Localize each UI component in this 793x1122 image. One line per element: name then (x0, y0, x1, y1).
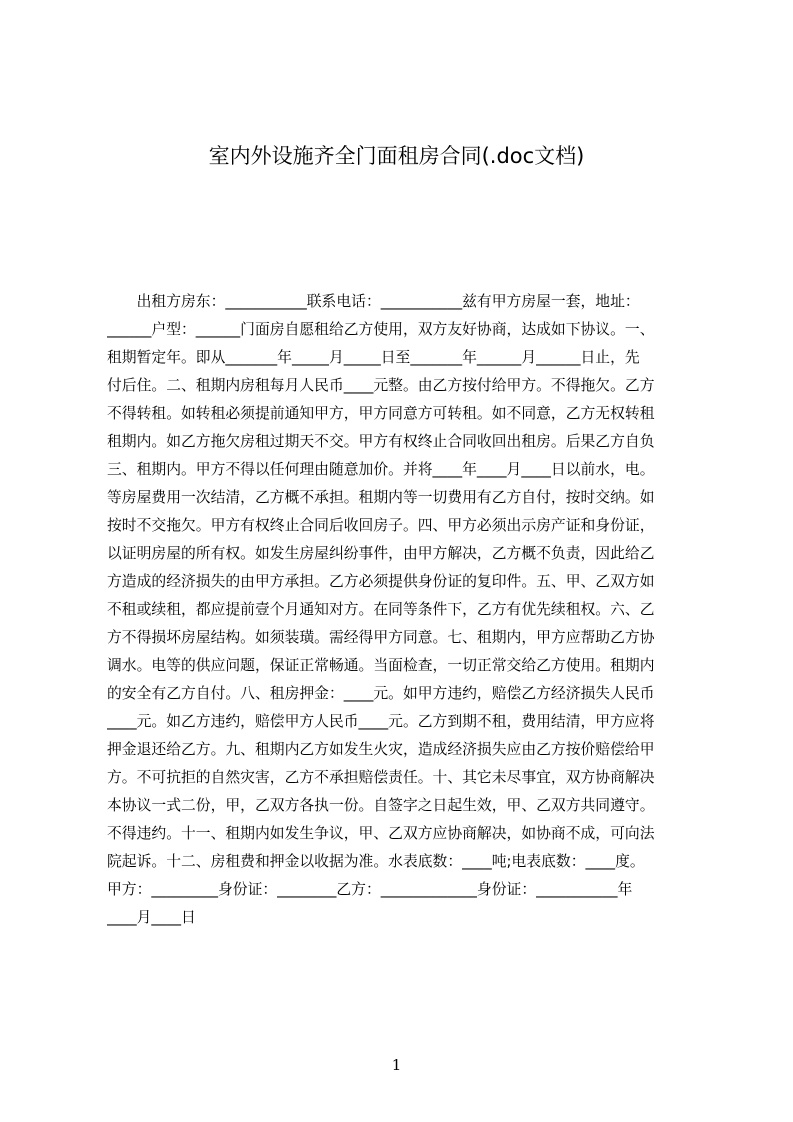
contract-line: 等房屋费用一次结清，乙方概不承担。租期内等一切费用有乙方自付，按时交纳。如 (107, 489, 655, 506)
contract-line: 不得转租。如转租必须提前通知甲方，甲方同意方可转租。如不同意，乙方无权转租 (107, 405, 655, 422)
contract-line: 本协议一式二份，甲，乙双方各执一份。自签字之日起生效，甲、乙双方共同遵守。 (107, 797, 655, 814)
contract-line: 调水。电等的供应问题，保证正常畅通。当面检查，一切正常交给乙方使用。租期内 (107, 657, 655, 674)
contract-line: ____元。如乙方违约，赔偿甲方人民币____元。乙方到期不租，费用结清，甲方应将 (107, 713, 655, 730)
contract-line: ______户型：______门面房自愿租给乙方使用，双方友好协商，达成如下协议。一、 (107, 321, 655, 338)
contract-line: ____月____日 (107, 909, 196, 926)
contract-line: 甲方：_________身份证：________乙方：_____________身份证：___________年 (107, 881, 633, 898)
contract-line: 以证明房屋的所有权。如发生房屋纠纷事件，由甲方解决，乙方概不负责，因此给乙 (107, 545, 655, 562)
contract-line: 租期暂定年。即从_______年_____月_____日至_______年______月______日止，先 (107, 349, 640, 366)
contract-line: 的安全有乙方自付。八、租房押金：____元。如甲方违约，赔偿乙方经济损失人民币 (107, 685, 655, 702)
contract-line: 押金退还给乙方。九、租期内乙方如发生火灾，造成经济损失应由乙方按价赔偿给甲 (107, 741, 655, 758)
contract-line: 出租方房东：___________联系电话：___________兹有甲方房屋一套，地址： (107, 293, 640, 310)
contract-line: 方不得损坏房屋结构。如须装璜。需经得甲方同意。七、租期内，甲方应帮助乙方协 (107, 629, 655, 646)
contract-line: 方。不可抗拒的自然灾害，乙方不承担赔偿责任。十、其它未尽事宜，双方协商解决 (107, 769, 655, 786)
contract-line: 租期内。如乙方拖欠房租过期天不交。甲方有权终止合同收回出租房。后果乙方自负 (107, 433, 655, 450)
contract-line: 不租或续租，都应提前壹个月通知对方。在同等条件下，乙方有优先续租权。六、乙 (107, 601, 655, 618)
document-title: 室内外设施齐全门面租房合同(.doc文档) (208, 144, 585, 168)
contract-line: 院起诉。十二、房租费和押金以收据为准。水表底数：____吨;电表底数：____度。 (107, 853, 645, 870)
contract-line: 不得违约。十一、租期内如发生争议，甲、乙双方应协商解决，如协商不成，可向法 (107, 825, 655, 842)
page-number: 1 (391, 1056, 402, 1074)
contract-line: 三、租期内。甲方不得以任何理由随意加价。并将____年____月____日以前水，电。 (107, 461, 655, 478)
contract-line: 按时不交拖欠。甲方有权终止合同后收回房子。四、甲方必须出示房产证和身份证， (107, 517, 655, 534)
contract-line: 方造成的经济损失的由甲方承担。乙方必须提供身份证的复印件。五、甲、乙双方如 (107, 573, 655, 590)
contract-line: 付后住。二、租期内房租每月人民币____元整。由乙方按付给甲方。不得拖欠。乙方 (107, 377, 655, 394)
contract-body (107, 288, 699, 932)
